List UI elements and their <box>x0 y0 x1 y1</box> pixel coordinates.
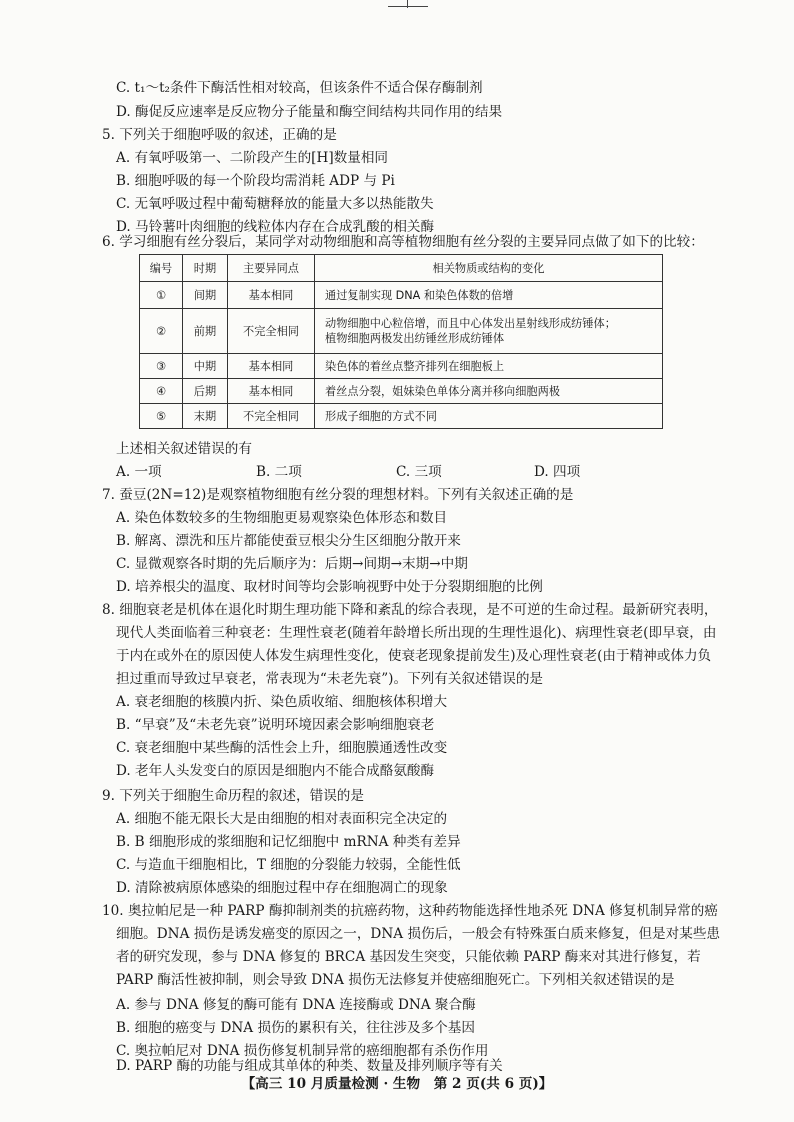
q6-option-b: B. 二项 <box>256 464 302 480</box>
cell-phase: 间期 <box>183 282 228 309</box>
q6-option-d: D. 四项 <box>534 464 581 480</box>
cell-number: ④ <box>140 379 183 404</box>
q8-option-c: C. 衰老细胞中某些酶的活性会上升，细胞膜通透性改变 <box>116 740 448 756</box>
cell-change <box>315 309 663 354</box>
cell-change: 通过复制实现 DNA 和染色体数的倍增 <box>315 282 663 309</box>
q6-options <box>116 461 676 483</box>
q8-stem-line-2: 现代人类面临着三种衰老：生理性衰老(随着年龄增长所出现的生理性退化)、病理性衰老(即早衰，由 <box>116 625 717 641</box>
cell-difference: 不完全相同 <box>228 309 315 354</box>
q5-option-a: A. 有氧呼吸第一、二阶段产生的[H]数量相同 <box>116 150 389 166</box>
q10-option-a: A. 参与 DNA 修复的酶可能有 DNA 连接酶或 DNA 聚合酶 <box>116 997 476 1013</box>
q8-stem-line-1: 8. 细胞衰老是机体在退化时期生理功能下降和紊乱的综合表现，是不可逆的生命过程。最新研究表明， <box>102 602 718 618</box>
q10-stem-line-4: PARP 酶活性被抑制，则会导致 DNA 损伤无法修复并使癌细胞死亡。下列相关叙述错误的是 <box>116 972 675 988</box>
q7-option-d: D. 培养根尖的温度、取材时间等均会影响视野中处于分裂期细胞的比例 <box>116 579 543 595</box>
q7-option-c: C. 显微观察各时期的先后顺序为：后期→间期→末期→中期 <box>116 556 468 572</box>
q5-option-d: D. 马铃薯叶肉细胞的线粒体内存在合成乳酸的相关酶 <box>116 219 435 235</box>
q9-option-a: A. 细胞不能无限长大是由细胞的相对表面积完全决定的 <box>116 811 448 827</box>
q7-option-a: A. 染色体数较多的生物细胞更易观察染色体形态和数目 <box>116 510 448 526</box>
cell-change-line-2: 植物细胞两极发出纺锤丝形成纺锤体 <box>325 332 505 345</box>
q8-stem-line-3: 于内在或外在的原因使人体发生病理性变化，使衰老现象提前发生)及心理性衰老(由于精神或体力负 <box>116 648 712 664</box>
table-row <box>140 282 663 309</box>
q8-option-a: A. 衰老细胞的核膜内折、染色质收缩、细胞核体积增大 <box>116 694 448 710</box>
q5-stem: 5. 下列关于细胞呼吸的叙述，正确的是 <box>102 127 337 143</box>
cell-number: ⑤ <box>140 404 183 429</box>
table-row <box>140 309 663 354</box>
cell-change: 形成子细胞的方式不同 <box>315 404 663 429</box>
q6-option-a: A. 一项 <box>116 464 162 480</box>
q8-option-d: D. 老年人头发变白的原因是细胞内不能合成酪氨酸酶 <box>116 763 435 779</box>
page-footer: 【高三 10 月质量检测 · 生物 第 2 页(共 6 页)】 <box>241 1076 553 1092</box>
q7-stem: 7. 蚕豆(2N=12)是观察植物细胞有丝分裂的理想材料。下列有关叙述正确的是 <box>102 487 574 503</box>
header-difference: 主要异同点 <box>228 255 315 282</box>
q7-option-b: B. 解离、漂洗和压片都能使蚕豆根尖分生区细胞分散开来 <box>116 533 461 549</box>
cell-phase: 中期 <box>183 354 228 379</box>
cell-difference: 基本相同 <box>228 282 315 309</box>
header-number: 编号 <box>140 255 183 282</box>
cell-change-line-1: 动物细胞中心粒倍增，而且中心体发出星射线形成纺锤体； <box>325 317 616 330</box>
table-row <box>140 354 663 379</box>
q10-option-b: B. 细胞的癌变与 DNA 损伤的累积有关，往往涉及多个基因 <box>116 1020 475 1036</box>
q10-option-c: C. 奥拉帕尼对 DNA 损伤修复机制异常的癌细胞都有杀伤作用 <box>116 1043 489 1059</box>
cell-difference: 基本相同 <box>228 354 315 379</box>
cell-difference: 不完全相同 <box>228 404 315 429</box>
cell-phase: 前期 <box>183 309 228 354</box>
q10-stem-line-3: 者的研究发现，参与 DNA 修复的 BRCA 基因发生突变，只能依赖 PARP 酶来对其进行修复，若 <box>116 949 701 965</box>
q10-stem-line-1: 10. 奥拉帕尼是一种 PARP 酶抑制剂类的抗癌药物，这种药物能选择性地杀死 DNA 修复机制异常的癌 <box>102 903 718 919</box>
cell-phase: 末期 <box>183 404 228 429</box>
cell-change: 着丝点分裂，姐妹染色单体分离并移向细胞两极 <box>315 379 663 404</box>
cell-phase: 后期 <box>183 379 228 404</box>
q9-option-d: D. 清除被病原体感染的细胞过程中存在细胞凋亡的现象 <box>116 880 448 896</box>
header-phase: 时期 <box>183 255 228 282</box>
q8-option-b: B. “早衰”及“未老先衰”说明环境因素会影响细胞衰老 <box>116 717 435 733</box>
q10-option-d: D. PARP 酶的功能与组成其单体的种类、数量及排列顺序等有关 <box>116 1058 503 1074</box>
q6-question: 上述相关叙述错误的有 <box>116 441 252 457</box>
table-row <box>140 404 663 429</box>
cell-number: ③ <box>140 354 183 379</box>
q9-option-b: B. B 细胞形成的浆细胞和记忆细胞中 mRNA 种类有差异 <box>116 834 461 850</box>
cell-number: ① <box>140 282 183 309</box>
table-header-row <box>140 255 663 282</box>
q6-option-c: C. 三项 <box>396 464 442 480</box>
q5-option-b: B. 细胞呼吸的每一个阶段均需消耗 ADP 与 Pi <box>116 173 395 189</box>
table-row <box>140 379 663 404</box>
mitosis-comparison-table <box>139 254 663 429</box>
q10-stem-line-2: 细胞。DNA 损伤是诱发癌变的原因之一，DNA 损伤后，一般会有特殊蛋白质来修复，但是对某些患 <box>116 926 721 942</box>
cell-number: ② <box>140 309 183 354</box>
q5-option-c: C. 无氧呼吸过程中葡萄糖释放的能量大多以热能散失 <box>116 196 434 212</box>
q9-stem: 9. 下列关于细胞生命历程的叙述，错误的是 <box>102 788 364 804</box>
header-change: 相关物质或结构的变化 <box>315 255 663 282</box>
cell-change: 染色体的着丝点整齐排列在细胞板上 <box>315 354 663 379</box>
q4-option-d: D. 酶促反应速率是反应物分子能量和酶空间结构共同作用的结果 <box>116 104 503 120</box>
q6-stem: 6. 学习细胞有丝分裂后，某同学对动物细胞和高等植物细胞有丝分裂的主要异同点做了如下的比较： <box>102 234 704 250</box>
cell-difference: 基本相同 <box>228 379 315 404</box>
q9-option-c: C. 与造血干细胞相比，T 细胞的分裂能力较弱，全能性低 <box>116 857 461 873</box>
q4-option-c: C. t₁〜t₂条件下酶活性相对较高，但该条件不适合保存酶制剂 <box>116 80 483 96</box>
q8-stem-line-4: 担过重而导致过早衰老，常表现为“未老先衰”)。下列有关叙述错误的是 <box>116 671 544 687</box>
